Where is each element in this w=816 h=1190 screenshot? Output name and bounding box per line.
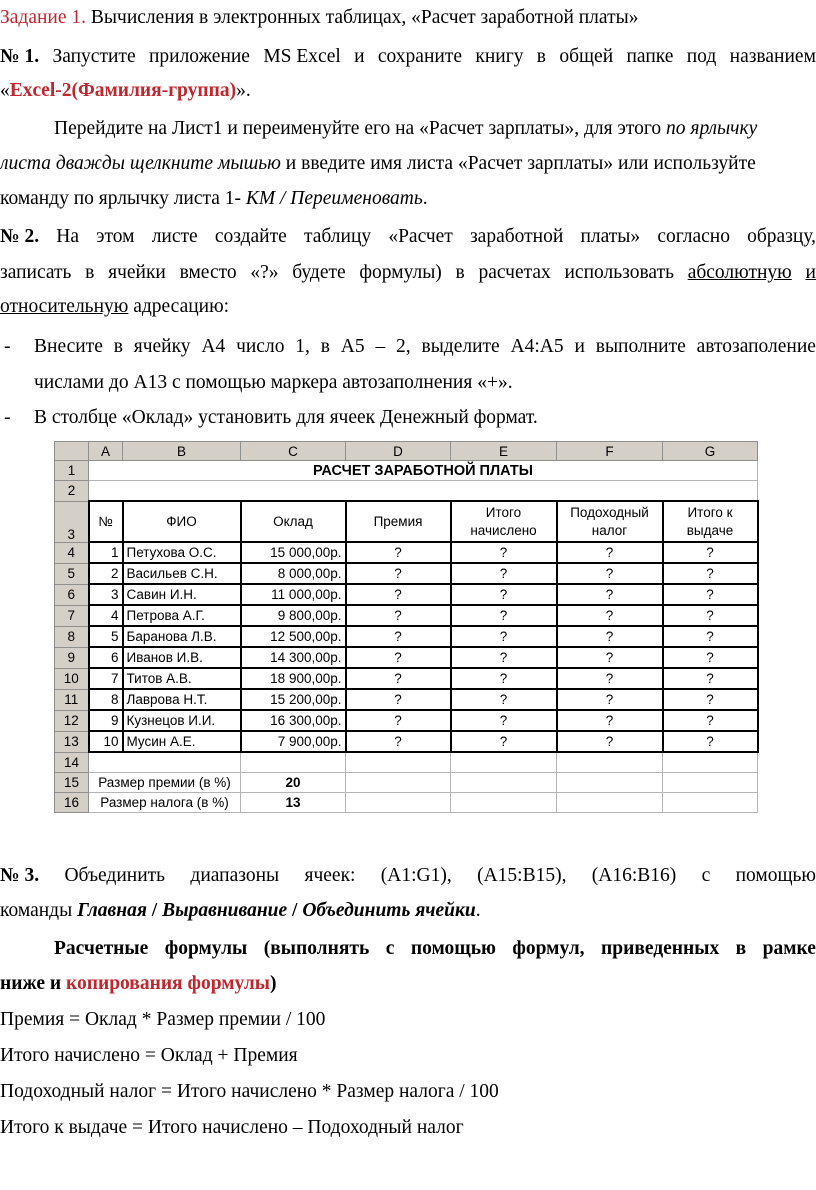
word: ячейку [133,336,191,357]
row-number: 9 [55,647,89,668]
bonus-rate-label: Размер премии (в %) [89,773,241,793]
p4-number: № 3. [0,865,40,886]
word: расчетах [478,262,551,283]
word: общей [559,46,614,67]
cell-number: 1 [89,542,123,563]
cell-salary: 7 900,00р. [241,731,346,752]
cell-bonus: ? [346,731,451,752]
empty-cell [241,752,346,773]
empty-cell [346,773,451,793]
menu-path-part: Главная [77,900,147,921]
cell-fio: Баранова Л.В. [123,626,241,647]
cell-fio: Кузнецов И.И. [123,710,241,731]
row-number: 14 [55,752,89,773]
cell-salary: 15 200,00р. [241,689,346,710]
cell-total-accrued: ? [451,563,557,584]
cell-bonus: ? [346,542,451,563]
text: адресацию: [128,296,230,317]
underlined-word: относительную [0,296,129,317]
table-row [55,605,758,626]
sheet-row-14 [55,752,758,773]
word: формулы [164,938,248,959]
red-text: копирования формулы [66,973,270,994]
row-number: 15 [55,773,89,793]
table-row [55,563,758,584]
header-cell: Итого к выдаче [663,501,758,542]
text: ) [270,973,277,994]
cell-bonus: ? [346,668,451,689]
empty-cell [557,773,663,793]
italic-text: КМ / Переименовать [245,188,423,209]
cell-number: 7 [89,668,123,689]
p1-number: № 1. [0,46,40,67]
table-row [55,647,758,668]
word: выполните [595,336,686,357]
word: приведенных [601,938,720,959]
p5-line1 [54,937,816,961]
word: ячейки [108,262,166,283]
cell-fio: Васильев С.Н. [123,563,241,584]
word: и [574,336,585,357]
p3-line2 [0,261,816,285]
empty-cell [451,793,557,813]
menu-path-part: Объединить ячейки [302,900,476,921]
cell-bonus: ? [346,626,451,647]
cell-total-payout: ? [663,668,758,689]
cell-fio: Титов А.В. [123,668,241,689]
row-number: 7 [55,605,89,626]
word: платы» [580,226,641,247]
word: названием [729,46,816,67]
sheet-header-row [55,501,758,542]
p3-line3 [0,295,229,319]
cell-salary: 11 000,00р. [241,584,346,605]
cell-bonus: ? [346,689,451,710]
bullet1-line1 [34,335,816,359]
word: формулы) [359,262,442,283]
table-row [55,689,758,710]
cell-total-payout: ? [663,731,758,752]
text: . [422,188,428,209]
word: – [375,336,386,357]
bonus-rate-value: 20 [241,773,346,793]
cell-total-payout: ? [663,710,758,731]
cell-total-accrued: ? [451,689,557,710]
header-cell: Подоходный налог [557,501,663,542]
empty-cell [663,793,758,813]
table-row [55,710,758,731]
empty-cell [557,793,663,813]
row-number: 12 [55,710,89,731]
cell-salary: 9 800,00р. [241,605,346,626]
row-number: 4 [55,542,89,563]
italic-text: листа дважды щелкните мышью [0,153,281,174]
header-cell: Итого начислено [451,501,557,542]
p2-line2 [0,152,756,176]
italic-text: по ярлычку [666,118,758,139]
word: помощью [735,865,816,886]
text: Перейдите на Лист1 и переименуйте его на «Расчет зарплаты», для этого [54,118,667,139]
cell-salary: 18 900,00р. [241,668,346,689]
cell-income-tax: ? [557,626,663,647]
word: «Расчет [388,226,453,247]
menu-path-part: Выравнивание [162,900,288,921]
cell-fio: Петухова О.С. [123,542,241,563]
word: образцу, [747,226,816,247]
text: / [287,900,303,921]
word: будете [292,262,346,283]
text: и введите имя листа «Расчет зарплаты» или используйте [280,153,756,174]
cell-bonus: ? [346,710,451,731]
word: формул, [512,938,585,959]
column-header: E [451,442,557,461]
p5-line2 [0,972,277,996]
word: в [735,938,747,959]
word: приложение [148,46,250,67]
cell-salary: 14 300,00р. [241,647,346,668]
header-cell: № [89,501,123,542]
workbook-name: Excel-2(Фамилия-группа) [9,80,237,101]
empty-cell [663,773,758,793]
word: MS Excel [263,46,341,67]
header-cell: Оклад [241,501,346,542]
p2-line3 [0,187,428,211]
cell-number: 8 [89,689,123,710]
formula-line: Итого к выдаче = Итого начислено – Подоходный налог [0,1117,464,1138]
cell-income-tax: ? [557,731,663,752]
cell-number: 10 [89,731,123,752]
formula-line: Итого начислено = Оклад + Премия [0,1045,298,1066]
cell-total-accrued: ? [451,647,557,668]
header-cell: ФИО [123,501,241,542]
word: автозаполение [696,336,816,357]
cell-total-accrued: ? [451,542,557,563]
cell-bonus: ? [346,584,451,605]
row-number: 2 [55,481,89,502]
spreadsheet-image [54,441,816,810]
cell-income-tax: ? [557,605,663,626]
cell-bonus: ? [346,605,451,626]
table-row [55,584,758,605]
word: диапазоны [190,865,280,886]
word: Запустите [52,46,136,67]
column-header: C [241,442,346,461]
word: Внесите [34,336,103,357]
word: использовать [564,262,674,283]
word: в [85,262,95,283]
data-rows [55,542,758,752]
empty-cell [346,793,451,813]
cell-salary: 8 000,00р. [241,563,346,584]
table-row [55,626,758,647]
word: таблицу [303,226,372,247]
word: Расчетные [54,938,149,959]
task-label: Задание 1. [0,7,87,28]
cell-bonus: ? [346,563,451,584]
p3-number: № 2. [0,226,40,247]
formula-line: Премия = Оклад * Размер премии / 100 [0,1009,326,1030]
row-number: 3 [55,501,89,542]
bullet-dash: - [4,336,11,357]
word: заработной [469,226,564,247]
text: команды [0,900,78,921]
formula-line: Подоходный налог = Итого начислено * Размер налога / 100 [0,1081,499,1102]
sheet-row-1 [55,461,758,481]
text: ниже и [0,973,66,994]
p1-line2 [0,79,251,103]
cell-fio: Мусин А.Е. [123,731,241,752]
word: (А16:В16) [591,865,677,886]
text: / [146,900,163,921]
header-cell: Премия [346,501,451,542]
word: и [354,46,365,67]
word: согласно [657,226,730,247]
word: А5 [340,336,365,357]
task-title: Вычисления в электронных таблицах, «Расчет заработной платы» [86,7,639,28]
table-row [55,668,758,689]
spreadsheet-grid [54,441,759,813]
word: число [236,336,285,357]
cell-total-payout: ? [663,563,758,584]
sheet-row-2 [55,481,758,502]
cell-salary: 15 000,00р. [241,542,346,563]
column-header: B [123,442,241,461]
p3-line1 [0,225,816,249]
column-header: G [663,442,758,461]
cell-total-accrued: ? [451,626,557,647]
quote-close: ». [236,80,251,101]
cell-total-accrued: ? [451,605,557,626]
word: выделите [421,336,500,357]
sheet-title: РАСЧЕТ ЗАРАБОТНОЙ ПЛАТЫ [89,461,758,481]
cell-bonus: ? [346,647,451,668]
cell-total-accrued: ? [451,668,557,689]
tax-rate-label: Размер налога (в %) [89,793,241,813]
word: в [455,262,465,283]
cell-income-tax: ? [557,584,663,605]
cell-fio: Лаврова Н.Т. [123,689,241,710]
word: «?» [250,262,279,283]
cell-total-payout: ? [663,584,758,605]
text: команду по ярлычку листа 1- [0,188,246,209]
cell-total-accrued: ? [451,710,557,731]
p4-line1 [0,864,816,888]
cell-salary: 12 500,00р. [241,626,346,647]
sheet-row-15 [55,773,758,793]
cell-salary: 16 300,00р. [241,710,346,731]
cell-income-tax: ? [557,542,663,563]
cell-income-tax: ? [557,563,663,584]
cell-number: 5 [89,626,123,647]
column-header-row [55,442,758,461]
bullet-dash: - [4,407,11,428]
column-header: A [89,442,123,461]
cell-income-tax: ? [557,647,663,668]
row-number: 5 [55,563,89,584]
cell-income-tax: ? [557,710,663,731]
cell-fio: Петрова А.Г. [123,605,241,626]
row-number: 8 [55,626,89,647]
cell-number: 6 [89,647,123,668]
empty-cell [89,752,241,773]
row-number: 13 [55,731,89,752]
p1-line1 [0,45,816,69]
sheet-row-16 [55,793,758,813]
cell-total-payout: ? [663,542,758,563]
empty-cell [557,752,663,773]
word: в [536,46,547,67]
cell-total-payout: ? [663,626,758,647]
cell-total-payout: ? [663,605,758,626]
word: этом [96,226,135,247]
bullet1-line2: числами до А13 с помощью маркера автозаполнения «+». [34,372,513,393]
cell-total-accrued: ? [451,731,557,752]
word: в [320,336,330,357]
word: книгу [475,46,524,67]
word: На [56,226,80,247]
word: с [385,938,395,959]
word: сохраните [377,46,463,67]
corner-cell [55,442,89,461]
tax-rate-value: 13 [241,793,346,813]
empty-cell [451,773,557,793]
p4-line2 [0,899,481,923]
bullet2-line1: В столбце «Оклад» установить для ячеек Денежный формат. [34,407,538,428]
word: Объединить [64,865,166,886]
cell-number: 4 [89,605,123,626]
underlined-word: абсолютную [687,262,792,283]
cell-total-payout: ? [663,689,758,710]
word: 1, [295,336,310,357]
underlined-word: и [805,262,816,283]
empty-cell [451,752,557,773]
row-number: 10 [55,668,89,689]
p2-line1 [54,117,757,141]
word: создайте [214,226,287,247]
empty-cell [346,752,451,773]
word: в [113,336,123,357]
row-number: 16 [55,793,89,813]
word: листе [151,226,198,247]
word: папке [626,46,674,67]
word: (А15:В15), [477,865,567,886]
word: помощью [410,938,496,959]
word: под [686,46,717,67]
word: записать [0,262,72,283]
quote-open: « [0,80,10,101]
table-row [55,542,758,563]
word: ячеек: [304,865,356,886]
word: А4 [201,336,226,357]
word: (выполнять [263,938,370,959]
cell-income-tax: ? [557,668,663,689]
column-header: F [557,442,663,461]
cell-number: 9 [89,710,123,731]
cell-income-tax: ? [557,689,663,710]
empty-cell [663,752,758,773]
word: 2, [396,336,411,357]
word: вместо [179,262,237,283]
word: (А1:G1), [380,865,452,886]
cell-total-accrued: ? [451,584,557,605]
row-number: 1 [55,461,89,481]
row-number: 6 [55,584,89,605]
task-heading [0,6,638,30]
cell-total-payout: ? [663,647,758,668]
word: рамке [762,938,816,959]
empty-cell [89,481,758,502]
text: . [475,900,481,921]
row-number: 11 [55,689,89,710]
cell-fio: Иванов И.В. [123,647,241,668]
table-row [55,731,758,752]
cell-number: 2 [89,563,123,584]
column-header: D [346,442,451,461]
cell-number: 3 [89,584,123,605]
cell-fio: Савин И.Н. [123,584,241,605]
word: А4:А5 [510,336,564,357]
word: с [701,865,711,886]
